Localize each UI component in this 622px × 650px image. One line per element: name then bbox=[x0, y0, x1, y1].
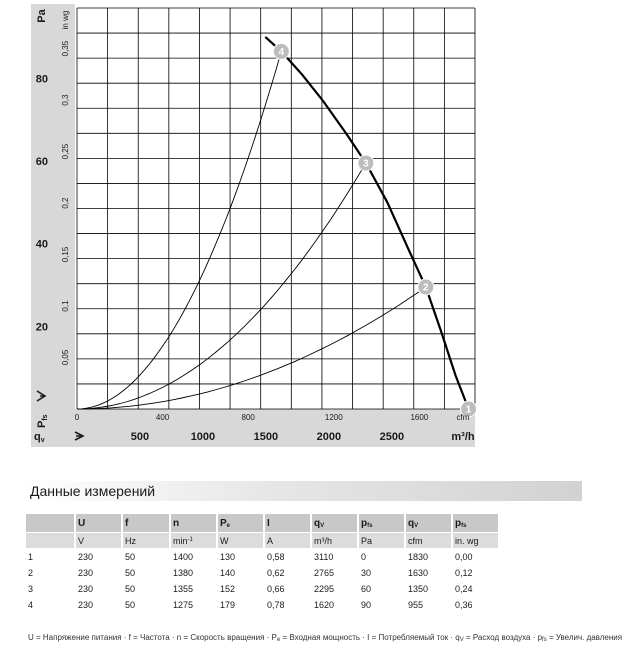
table-header-cell bbox=[26, 514, 74, 532]
table-unit-cell: Pa bbox=[359, 533, 404, 548]
table-cell: 1830 bbox=[406, 549, 451, 564]
y-tick-label-pa: 60 bbox=[35, 155, 48, 168]
table-cell: 152 bbox=[218, 581, 263, 596]
table-cell: 0,36 bbox=[453, 597, 498, 612]
table-header-cell: $q_V$ bbox=[312, 514, 357, 532]
section-title: Данные измерений bbox=[24, 481, 582, 501]
table-header-cell: $P_e$ bbox=[218, 514, 263, 532]
table-cell: 230 bbox=[76, 549, 121, 564]
table-unit-cell: Hz bbox=[123, 533, 169, 548]
y-tick-label-inwg: 0,1 bbox=[61, 300, 70, 312]
operating-point-label: 1 bbox=[465, 404, 472, 416]
y-tick-label-inwg: 0,3 bbox=[61, 94, 70, 106]
table-cell: 230 bbox=[76, 565, 121, 580]
table-unit-cell: W bbox=[218, 533, 263, 548]
x-unit-label-cfm: cfm bbox=[456, 413, 470, 422]
table-cell: 50 bbox=[123, 549, 169, 564]
table-header-cell: $q_V$ bbox=[406, 514, 451, 532]
x-symbol-label: qv bbox=[34, 431, 45, 444]
table-cell: 50 bbox=[123, 597, 169, 612]
table-row bbox=[26, 549, 498, 564]
measurement-table bbox=[24, 513, 500, 613]
table-cell: 50 bbox=[123, 565, 169, 580]
x-tick-label-m3h: 2500 bbox=[379, 431, 405, 443]
table-legend: U = Напряжение питания · f = Частота · n = Скорость вращения · $P_e$ = Входная мощность · I = Потребляемый ток · $q_V$ = Расход воздуха · $p_{fs}$ = Увелич. давления bbox=[28, 633, 622, 643]
table-cell: 1 bbox=[26, 549, 74, 564]
table-cell: 0,78 bbox=[265, 597, 310, 612]
table-cell: 1630 bbox=[406, 565, 451, 580]
table-cell: 140 bbox=[218, 565, 263, 580]
table-cell: 0,00 bbox=[453, 549, 498, 564]
x-tick-label-m3h: 1000 bbox=[190, 431, 216, 443]
table-unit-cell bbox=[26, 533, 74, 548]
table-header-cell: $p_{fs}$ bbox=[453, 514, 498, 532]
operating-point-label: 3 bbox=[363, 158, 369, 170]
table-cell: 1620 bbox=[312, 597, 357, 612]
y-tick-label-inwg: 0,15 bbox=[61, 246, 70, 263]
x-tick-label-m3h: 1500 bbox=[253, 431, 279, 443]
table-cell: 90 bbox=[359, 597, 404, 612]
table-cell: 230 bbox=[76, 597, 121, 612]
table-header-cell: U bbox=[76, 514, 121, 532]
x-tick-label-cfm: 0 bbox=[74, 413, 80, 422]
table-unit-cell: cfm bbox=[406, 533, 451, 548]
table-cell: 3110 bbox=[312, 549, 357, 564]
y-tick-label-pa: 20 bbox=[35, 321, 48, 334]
table-unit-cell: A bbox=[265, 533, 310, 548]
table-row bbox=[26, 565, 498, 580]
table-cell: 0,58 bbox=[265, 549, 310, 564]
table-cell: 3 bbox=[26, 581, 74, 596]
x-unit-label-m3h: m³/h bbox=[451, 431, 475, 443]
table-cell: 1380 bbox=[171, 565, 216, 580]
table-cell: 1275 bbox=[171, 597, 216, 612]
table-cell: 2 bbox=[26, 565, 74, 580]
table-unit-cell: $\min^{-1}$ bbox=[171, 533, 216, 548]
table-cell: 0 bbox=[359, 549, 404, 564]
operating-point-label: 4 bbox=[278, 46, 285, 58]
x-tick-label-m3h: 500 bbox=[130, 431, 150, 443]
table-unit-cell: in. wg bbox=[453, 533, 498, 548]
table-cell: 0,66 bbox=[265, 581, 310, 596]
table-cell: 1400 bbox=[171, 549, 216, 564]
y-tick-label-inwg: 0,35 bbox=[61, 40, 70, 57]
x-tick-label-m3h: 2000 bbox=[316, 431, 342, 443]
y-symbol-label: Pfs bbox=[36, 414, 49, 428]
x-tick-label-cfm: 800 bbox=[241, 413, 255, 422]
x-tick-label-cfm: 1600 bbox=[410, 413, 429, 422]
table-cell: 955 bbox=[406, 597, 451, 612]
operating-point-label: 2 bbox=[423, 282, 429, 294]
table-header-row bbox=[26, 514, 498, 532]
y-unit-label-inwg: in wg bbox=[61, 10, 70, 30]
table-unit-cell: m³/h bbox=[312, 533, 357, 548]
table-cell: 50 bbox=[123, 581, 169, 596]
table-cell: 230 bbox=[76, 581, 121, 596]
table-header-cell: f bbox=[123, 514, 169, 532]
table-cell: 130 bbox=[218, 549, 263, 564]
y-tick-label-inwg: 0,2 bbox=[61, 197, 70, 209]
x-tick-label-cfm: 1200 bbox=[324, 413, 343, 422]
y-tick-label-pa: 40 bbox=[35, 238, 48, 251]
x-tick-label-cfm: 400 bbox=[155, 413, 170, 422]
table-cell: 0,12 bbox=[453, 565, 498, 580]
table-header-cell: n bbox=[171, 514, 216, 532]
table-cell: 2765 bbox=[312, 565, 357, 580]
table-cell: 1350 bbox=[406, 581, 451, 596]
table-cell: 1355 bbox=[171, 581, 216, 596]
table-cell: 30 bbox=[359, 565, 404, 580]
table-row bbox=[26, 597, 498, 612]
table-cell: 4 bbox=[26, 597, 74, 612]
table-header-cell: $p_{fs}$ bbox=[359, 514, 404, 532]
table-cell: 179 bbox=[218, 597, 263, 612]
table-cell: 2295 bbox=[312, 581, 357, 596]
y-tick-label-inwg: 0,25 bbox=[61, 143, 70, 160]
table-cell: 0,24 bbox=[453, 581, 498, 596]
y-tick-label-pa: 80 bbox=[35, 73, 48, 86]
y-tick-label-inwg: 0,05 bbox=[61, 349, 70, 366]
table-row bbox=[26, 581, 498, 596]
table-units-row bbox=[26, 533, 498, 548]
table-cell: 0,62 bbox=[265, 565, 310, 580]
table-unit-cell: V bbox=[76, 533, 121, 548]
table-header-cell: I bbox=[265, 514, 310, 532]
y-unit-label-pa: Pa bbox=[36, 9, 48, 23]
table-cell: 60 bbox=[359, 581, 404, 596]
